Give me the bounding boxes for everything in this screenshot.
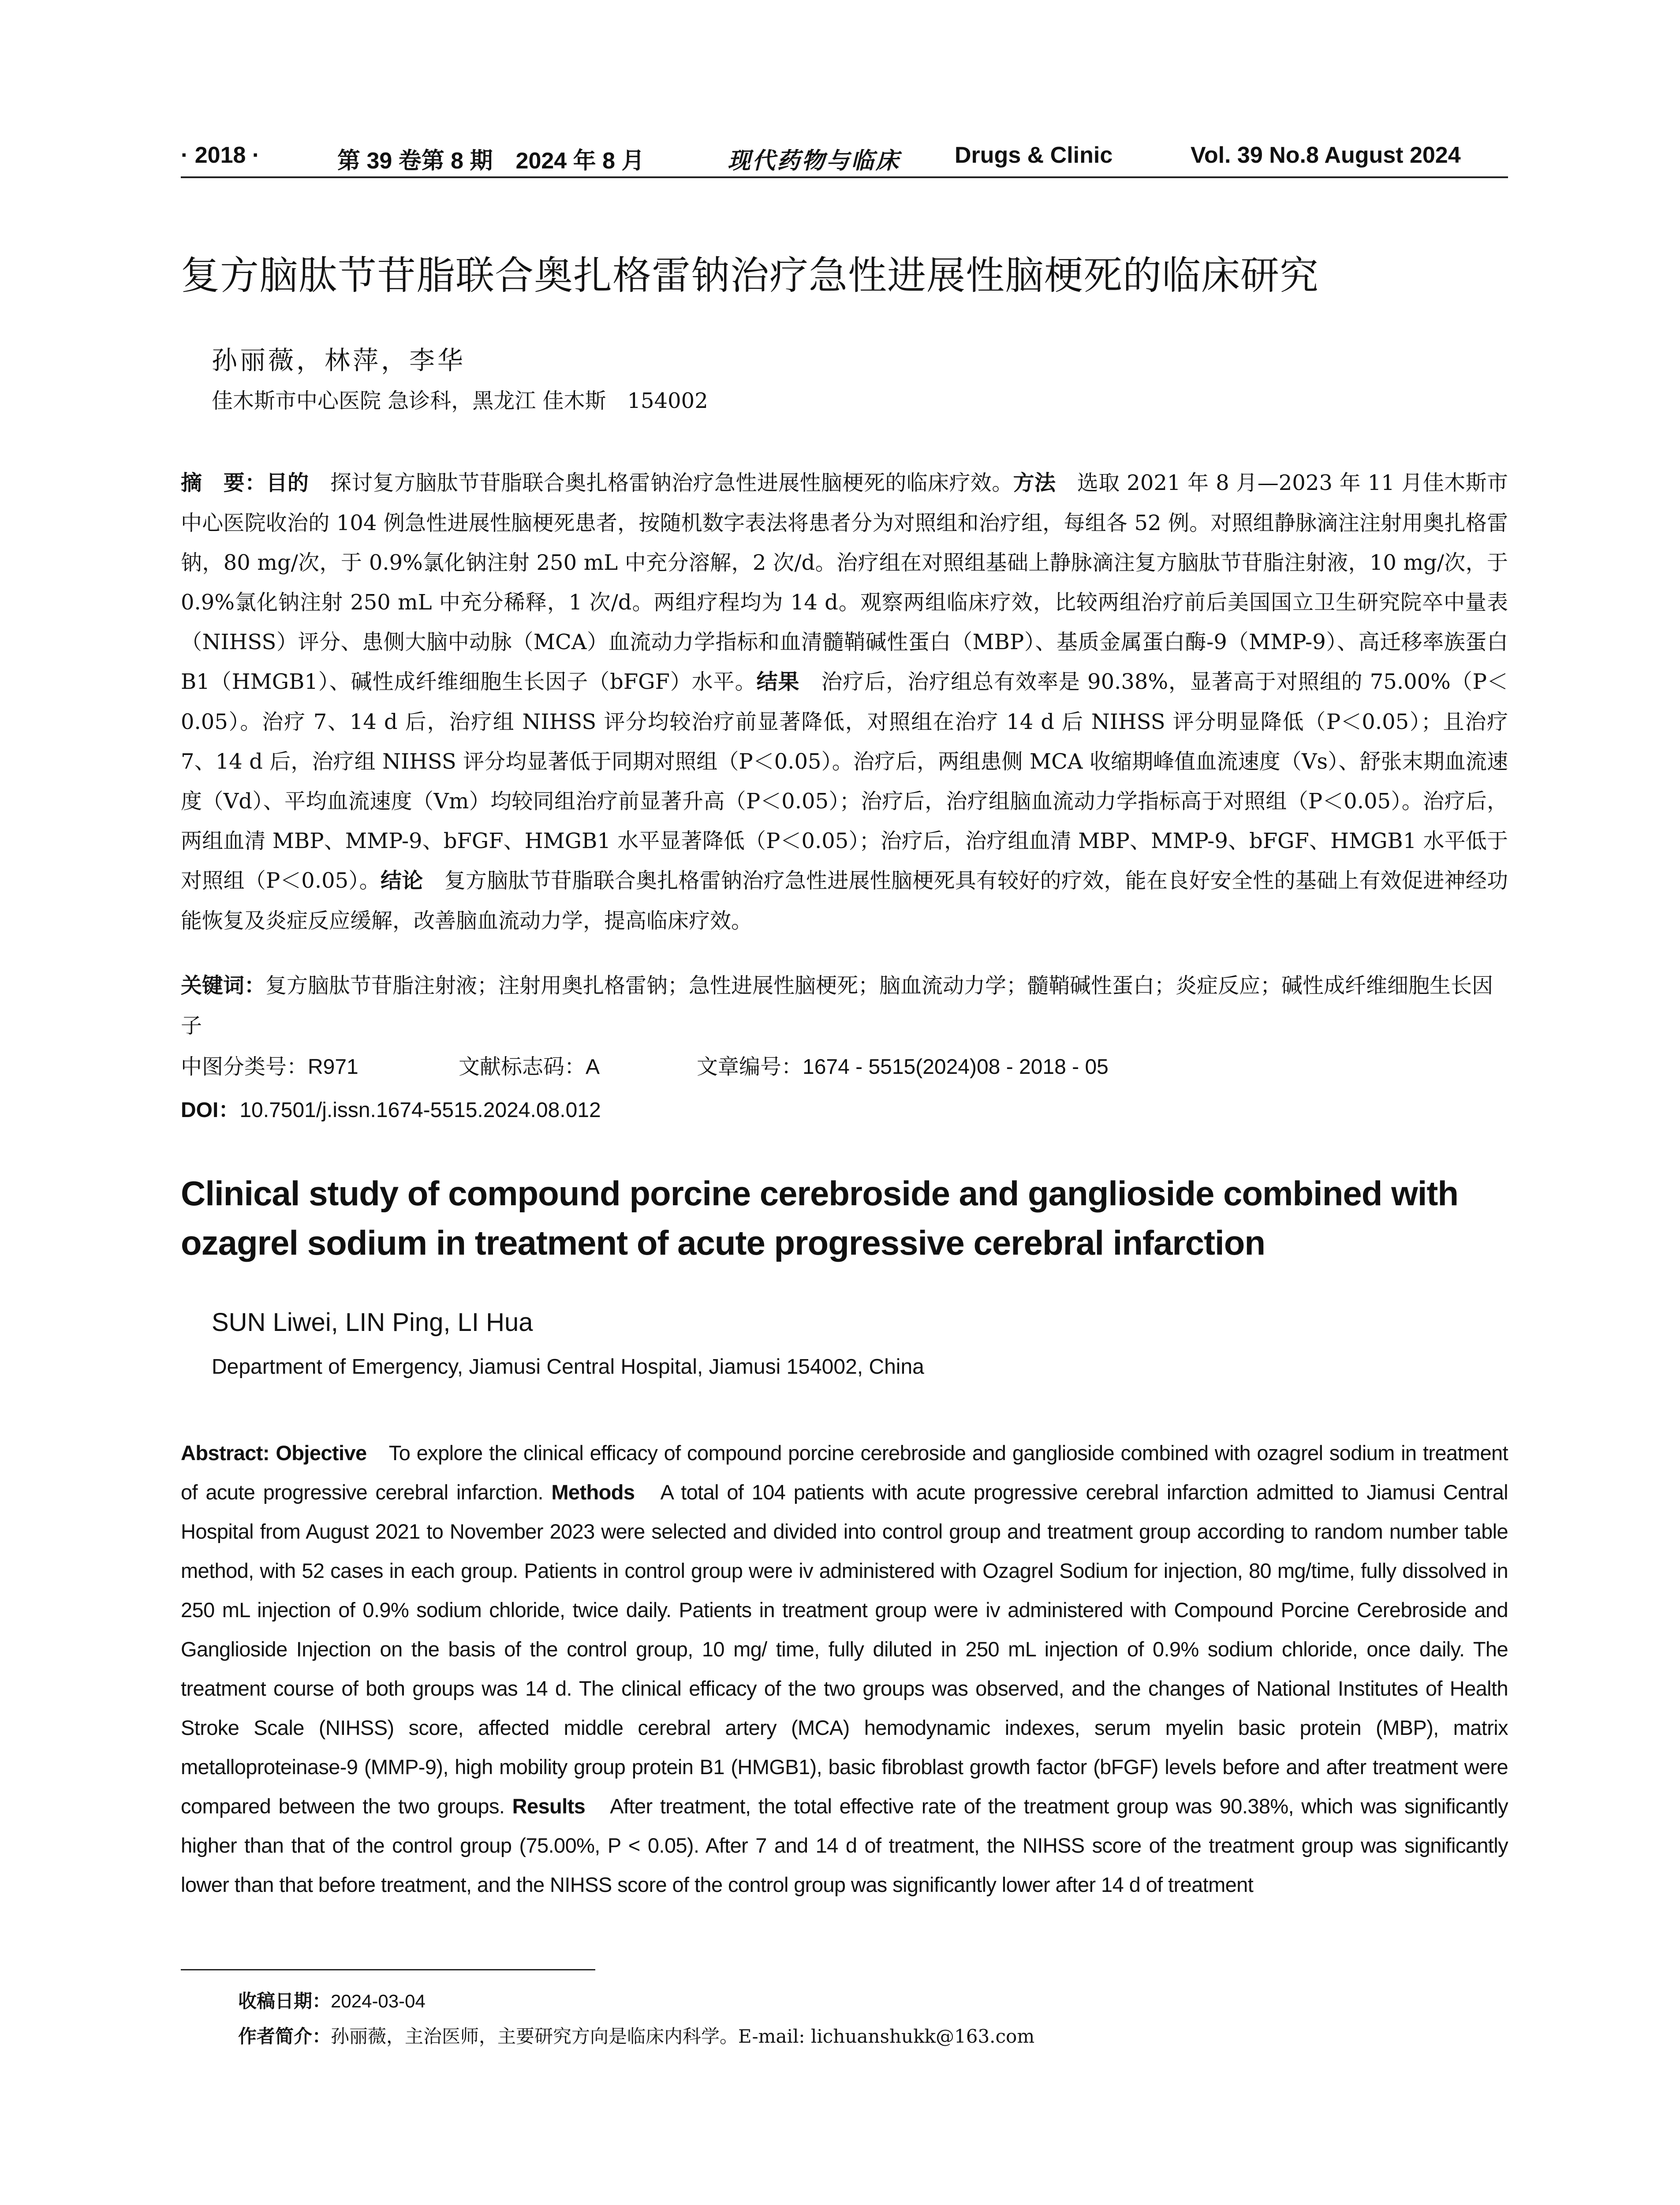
title-cn: 复方脑肽节苷脂联合奥扎格雷钠治疗急性进展性脑梗死的临床研究 — [181, 254, 1319, 297]
running-header — [181, 142, 1508, 177]
doi-label: DOI： — [181, 1099, 240, 1122]
abstract-cn-objective-label: 目的 — [266, 471, 309, 495]
abstract-en-methods-label: Methods — [551, 1480, 635, 1504]
abstract-cn — [181, 463, 1508, 941]
affiliation-en: Department of Emergency, Jiamusi Central Hospital, Jiamusi 154002, China — [212, 1355, 924, 1379]
abstract-cn-results: 治疗后，治疗组总有效率是 90.38%，显著高于对照组的 75.00%（P＜0.05）。治疗 7、14 d 后，治疗组 NIHSS 评分均较治疗前显著降低，对照组在治疗 14 d 后 NIHSS 评分明显降低（P＜0.05）；且治疗 7、14 d 后，治疗组 NIHSS 评分均显著低于同期对照组（P＜0.05）。治疗后，两组患侧 MCA 收缩期峰值血流速度（Vs）、舒张末期血流速度（Vd）、平均血流速度（Vm）均较同组治疗前显著升高（P＜0.05）；治疗后，治疗组脑血流动力学指标高于对照组（P＜0.05）。治疗后，两组血清 MBP、MMP-9、bFGF、HMGB1 水平显著降低（P＜0.05）；治疗后，治疗组血清 MBP、MMP-9、bFGF、HMGB1 水平低于对照组（P＜0.05）。 — [181, 669, 1508, 893]
classification-line — [181, 1050, 1508, 1085]
authors-en: SUN Liwei, LIN Ping, LI Hua — [212, 1308, 533, 1337]
article-number: 文章编号：1674 - 5515(2024)08 - 2018 - 05 — [697, 1055, 1109, 1079]
abstract-cn-methods: 选取 2021 年 8 月—2023 年 11 月佳木斯市中心医院收治的 104 例急性进展性脑梗死患者，按随机数字表法将患者分为对照组和治疗组，每组各 52 例。对照组静脉滴注注射用奥扎格雷钠，80 mg/次，于 0.9%氯化钠注射 250 mL 中充分溶解，2 次/d。治疗组在对照组基础上静脉滴注复方脑肽节苷脂注射液，10 mg/次，于 0.9%氯化钠注射 250 mL 中充分稀释，1 次/d。两组疗程均为 14 d。观察两组临床疗效，比较两组治疗前后美国国立卫生研究院卒中量表（NIHSS）评分、患侧大脑中动脉（MCA）血流动力学指标和血清髓鞘碱性蛋白（MBP）、基质金属蛋白酶-9（MMP-9）、高迁移率族蛋白 B1（HMGB1）、碱性成纤维细胞生长因子（bFGF）水平。 — [181, 471, 1508, 694]
header-rule — [181, 176, 1508, 178]
affiliation-cn: 佳木斯市中心医院 急诊科，黑龙江 佳木斯 154002 — [212, 389, 708, 413]
header-issue-cn: 第 39 卷第 8 期 2024 年 8 月 — [337, 148, 645, 174]
abstract-en-results-label: Results — [512, 1794, 586, 1818]
footnote-rule — [181, 1969, 595, 1970]
abstract-cn-objective: 探讨复方脑肽节苷脂联合奥扎格雷钠治疗急性进展性脑梗死的临床疗效。 — [309, 471, 1013, 495]
abstract-cn-results-label: 结果 — [756, 670, 800, 694]
footnote-author — [238, 2022, 1034, 2048]
keywords-cn-label: 关键词： — [181, 974, 266, 998]
abstract-cn-conclusion: 复方脑肽节苷脂联合奥扎格雷钠治疗急性进展性脑梗死具有较好的疗效，能在良好安全性的基础上有效促进神经功能恢复及炎症反应缓解，改善脑血流动力学，提高临床疗效。 — [181, 868, 1508, 933]
abstract-en-results: After treatment, the total effective rate of the treatment group was 90.38%, which was significantly higher than that of the control group (75.00%, P < 0.05). After 7 and 14 d of treatment, the NIHSS score of the treatment group was significantly lower than that before treatment, and the NIHSS score of the control group was significantly lower after 14 d of treatment — [181, 1794, 1508, 1896]
header-issue-en: Vol. 39 No.8 August 2024 — [1191, 142, 1461, 168]
document-code: 文献标志码：A — [459, 1055, 600, 1079]
abstract-en-objective: To explore the clinical efficacy of compound porcine cerebroside and ganglioside combined with ozagrel sodium in treatment of acute progressive cerebral infarction. — [181, 1441, 1508, 1504]
clc-number: 中图分类号：R971 — [181, 1055, 358, 1079]
keywords-cn-text: 复方脑肽节苷脂注射液；注射用奥扎格雷钠；急性进展性脑梗死；脑血流动力学；髓鞘碱性蛋白；炎症反应；碱性成纤维细胞生长因子 — [181, 973, 1493, 1038]
doi — [181, 1093, 601, 1123]
author-bio: 孙丽薇，主治医师，主要研究方向是临床内科学。E-mail: lichuanshukk@163.com — [331, 2026, 1035, 2047]
received-label: 收稿日期： — [238, 1991, 331, 2011]
received-date: 2024-03-04 — [331, 1991, 426, 2011]
abstract-en-objective-label: Objective — [276, 1441, 367, 1465]
abstract-cn-label: 摘 要： — [181, 471, 266, 495]
header-page-number: · 2018 · — [181, 142, 260, 168]
abstract-cn-conclusion-label: 结论 — [380, 869, 423, 893]
abstract-en-label: Abstract: — [181, 1441, 269, 1465]
title-en: Clinical study of compound porcine cerebroside and ganglioside combined with ozagrel sodium in treatment of acute progressive cerebral infarction — [181, 1174, 1459, 1262]
doi-link[interactable]: 10.7501/j.issn.1674-5515.2024.08.012 — [239, 1099, 601, 1122]
header-journal-cn: 现代药物与临床 — [728, 147, 901, 174]
abstract-en-methods: A total of 104 patients with acute progressive cerebral infarction admitted to Jiamusi Central Hospital from August 2021 to November 2023 were selected and divided into control group and treatment group according to random number table method, with 52 cases in each group. Patients in control group were iv administered with Ozagrel Sodium for injection, 80 mg/time, fully dissolved in 250 mL injection of 0.9% sodium chloride, twice daily. Patients in treatment group were iv administered with Compound Porcine Cerebroside and Ganglioside Injection on the basis of the control group, 10 mg/ time, fully diluted in 250 mL injection of 0.9% sodium chloride, once daily. The treatment course of both groups was 14 d. The clinical efficacy of the two groups was observed, and the changes of National Institutes of Health Stroke Scale (NIHSS) score, affected middle cerebral artery (MCA) hemodynamic indexes, serum myelin basic protein (MBP), matrix metalloproteinase-9 (MMP-9), high mobility group protein B1 (HMGB1), basic fibroblast growth factor (bFGF) levels before and after treatment were compared between the two groups. — [181, 1480, 1508, 1818]
authors-cn: 孙丽薇，林萍，李华 — [212, 345, 466, 375]
header-journal-en: Drugs & Clinic — [955, 142, 1113, 168]
abstract-cn-methods-label: 方法 — [1013, 471, 1056, 495]
abstract-en — [181, 1433, 1508, 1904]
keywords-cn — [181, 966, 1508, 1046]
author-bio-label: 作者简介： — [238, 2026, 331, 2047]
footnote-received — [238, 1987, 426, 2013]
